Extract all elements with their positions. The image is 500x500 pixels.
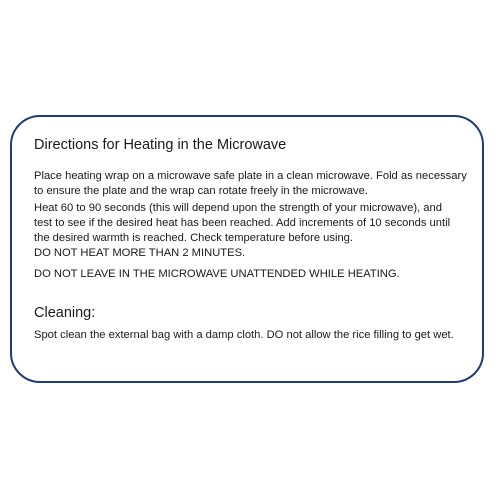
warning-unattended: DO NOT LEAVE IN THE MICROWAVE UNATTENDED WHILE HEATING. xyxy=(34,268,400,280)
paragraph-line: Heat 60 to 90 seconds (this will depend upon the strength of your microwave), and xyxy=(34,202,442,214)
paragraph-line: Place heating wrap on a microwave safe plate in a clean microwave. Fold as necessary xyxy=(34,170,467,182)
warning-max-time: DO NOT HEAT MORE THAN 2 MINUTES. xyxy=(34,247,246,259)
directions-paragraph-heating xyxy=(34,201,450,246)
paragraph-line: to ensure the plate and the wrap can rotate freely in the microwave. xyxy=(34,185,368,197)
cleaning-text: Spot clean the external bag with a damp cloth. DO not allow the rice filling to get wet. xyxy=(34,329,454,341)
directions-title: Directions for Heating in the Microwave xyxy=(34,137,287,153)
instructions-card xyxy=(10,115,484,383)
paragraph-line: the desired warmth is reached. Check temperature before using. xyxy=(34,232,354,244)
directions-paragraph-placement xyxy=(34,169,467,199)
paragraph-line: test to see if the desired heat has been reached. Add increments of 10 seconds until xyxy=(34,217,451,229)
cleaning-title: Cleaning: xyxy=(34,305,96,321)
